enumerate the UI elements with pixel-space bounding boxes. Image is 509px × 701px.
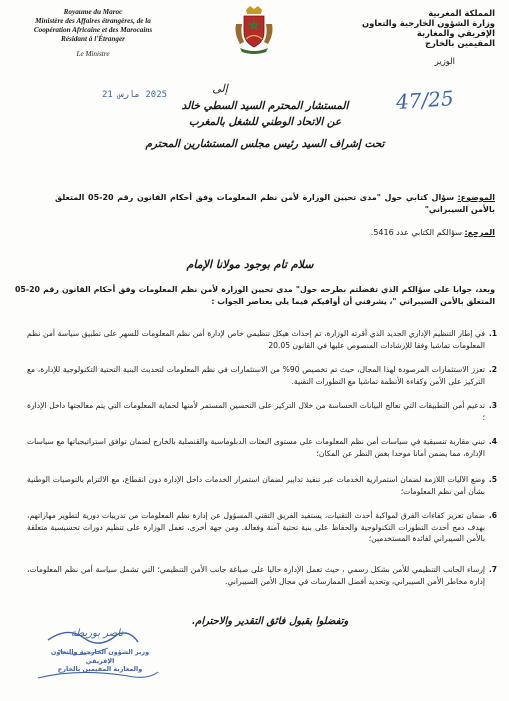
header-french bbox=[18, 8, 168, 59]
item-number: 5. bbox=[488, 475, 497, 484]
list-item bbox=[27, 364, 497, 387]
reference-text: سؤالكم الكتابي عدد 5416. bbox=[370, 228, 462, 237]
signature-name: ناصر بوريطة bbox=[70, 628, 124, 639]
item-number: 7. bbox=[488, 565, 497, 574]
item-text: في إطار التنظيم الإداري الجديد الذي أقرته الوزارة، تم إحداث هيكل تنظيمي خاص لإدارة أمن نظم المعلومات للسهر على تطبيق سياسة أمن نظم المعلومات تماشيا وفقا للإرشادات المنصوص عليها في القانون 20.05 bbox=[27, 329, 485, 350]
stamp-line2: والمغاربة المقيمين بالخارج bbox=[57, 665, 143, 673]
list-item bbox=[27, 474, 497, 497]
header-fr-line2: Ministère des Affaires étrangères, de la bbox=[35, 17, 151, 25]
reference-block bbox=[55, 227, 495, 239]
official-stamp bbox=[40, 648, 160, 674]
list-item bbox=[27, 328, 497, 351]
closing-line: وتفضلوا بقبول فائق التقدير والاحترام. bbox=[191, 616, 349, 627]
item-text: تدعيم أمن التطبيقات التي تعالج البيانات الحساسة من خلال التركيز على التحسين المستمر لأمنها لحماية المعلومات التي يتم معالجتها داخل الإدارة ؛ bbox=[27, 401, 485, 422]
list-item bbox=[27, 510, 497, 545]
header-ar-line4: المقيمين بالخارج bbox=[424, 38, 495, 48]
header-fr-line1: Royaume du Maroc bbox=[63, 8, 123, 16]
item-number: 3. bbox=[488, 401, 497, 410]
item-number: 4. bbox=[488, 437, 497, 446]
header-arabic bbox=[335, 8, 495, 66]
list-item bbox=[27, 400, 497, 423]
item-text: تبني مقاربة تنسيقية في سياسات أمن نظم المعلومات على مستوى البعثات الدبلوماسية والقنصلية بالخارج لضمان توافق استراتيجياتها مع سياسات الإدارة، مما يضمن أمانا موحدا بغض النظر عن المكان؛ bbox=[27, 437, 485, 458]
header-ar-line1: المملكة المغربية bbox=[428, 8, 495, 18]
item-text: تعزز الاستثمارات المرصودة لهذا المجال، حيث تم تخصيص 90% من الاستثمارات في نظم المعلومات لتحديث البنية التحتية التكنولوجية للإدارة، مع التركيز على الأمن وكفاءة الأنظمة تماشيا مع التطورات التقنية. bbox=[27, 365, 485, 386]
header-ar-line2: وزارة الشؤون الخارجية والتعاون bbox=[362, 18, 495, 28]
header-ar-line5: الوزير bbox=[434, 56, 455, 66]
intro-paragraph: وبعد، جوابا على سؤالكم الذي تفضلتم بطرحه حول" مدى تحيين الوزارة لأمن نظم المعلومات وفق أحكام القانون رقم 20-05 المتعلق بالأمن السيبراني "، يشرفني أن أوافيكم فيما يلي بعناصر الجواب : bbox=[15, 285, 495, 306]
signature-area bbox=[18, 620, 168, 696]
date-stamp bbox=[102, 90, 167, 100]
subject-block bbox=[55, 192, 495, 216]
salutation: سلام تام بوجود مولانا الإمام bbox=[186, 258, 314, 271]
subject-label: الموضوع: bbox=[457, 193, 496, 202]
date-stamp-text: 2025 مارس 21 bbox=[102, 90, 168, 100]
stamp-line1: وزير الشؤون الخارجية والتعاون الإفريقي bbox=[50, 648, 150, 665]
recipient-line1: المستشار المحترم السيد السطي خالد bbox=[181, 100, 349, 112]
recipient-to: إلى bbox=[212, 82, 228, 95]
recipient-line2: عن الاتحاد الوطني للشغل بالمغرب bbox=[188, 116, 342, 128]
subject-text: سؤال كتابي حول "مدى تحيين الوزارة لأمن نظم المعلومات وفق أحكام القانون رقم 20-05 المتعلق بالأمن السيبراني" bbox=[55, 193, 495, 214]
header-ar-line3: الإفريقي والمغاربة bbox=[416, 28, 495, 38]
item-number: 2. bbox=[488, 365, 497, 374]
item-number: 1. bbox=[488, 329, 497, 338]
reference-label: المرجع: bbox=[464, 228, 495, 237]
item-number: 6. bbox=[488, 511, 497, 520]
list-item bbox=[27, 436, 497, 459]
list-item bbox=[27, 564, 497, 587]
coat-of-arms-emblem bbox=[232, 4, 276, 54]
reference-number: 47/25 bbox=[395, 86, 455, 114]
item-text: ضمان تعزيز كفاءات الفرق لمواكبة أحدث التقنيات، يستفيد الفريق التقني المسؤول عن إدارة نظم المعلومات من تدريبات دورية لتطوير مهاراتهم، بهدف دمج أحدث التطورات التكنولوجية والحفاظ على بنية تحتية آمنة وفعالة. ومن جهة أخرى، تعمل الوزارة على تنظيم دورات تحسيسية متعلقة بالأمن السيبراني لفائدة المستخدمين؛ bbox=[27, 511, 485, 543]
recipient-line3: تحت إشراف السيد رئيس مجلس المستشارين المحترم bbox=[145, 138, 385, 150]
item-text: وضع الآليات اللازمة لضمان استمرارية الخدمات عبر تنفيذ تدابير لضمان استمرار الخدمات داخل الإدارة دون انقطاع، مع الالتزام بالتوصيات الوطنية بشأن أمن نظم المعلومات؛ bbox=[27, 475, 485, 496]
header-fr-line5: Le Ministre bbox=[76, 50, 110, 58]
item-text: إرساء الجانب التنظيمي للأمن بشكل رسمي ، حيث تعمل الإدارة حاليا على صياغة جانب الأمن التنظيمي؛ التي تشمل سياسة أمن نظم المعلومات، إدارة مخاطر الأمن السيبراني، وتحديد أفضل الممارسات في مجال الأمن السيبراني. bbox=[27, 565, 485, 586]
header-fr-line3: Coopération Africaine et des Marocains bbox=[33, 26, 153, 34]
header-fr-line4: Résidant à l'Étranger bbox=[61, 35, 125, 43]
